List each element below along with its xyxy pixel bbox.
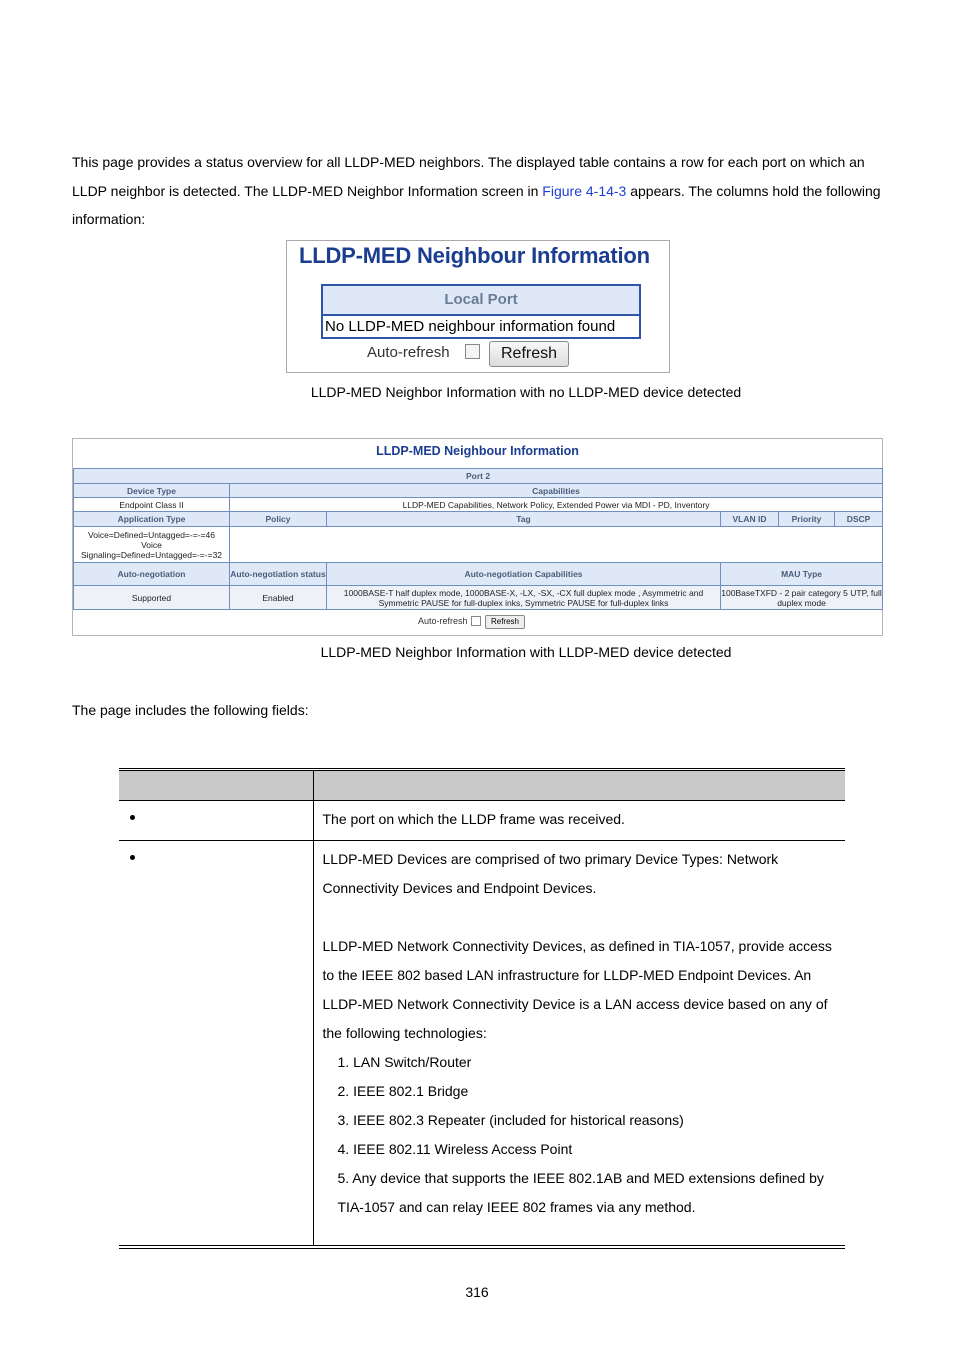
refresh-button[interactable]: Refresh [485,615,525,629]
policy-header: Policy [230,512,327,527]
figure-link[interactable]: Figure 4-14-3 [542,182,627,199]
figure1-table [321,284,641,339]
auto-refresh-checkbox[interactable] [465,344,480,359]
neighbour-table [73,468,883,610]
list-item: 3. IEEE 802.3 Repeater (included for historical reasons) [337,1112,684,1128]
description-header [313,770,845,801]
application-type-line: Signaling=Defined=Untagged=-=-=32 [80,549,223,560]
list-item: 1. LAN Switch/Router [337,1054,472,1070]
fields-table [119,768,845,1249]
figure2-caption: LLDP-MED Neighbor Information with LLDP-MED device detected [320,644,732,660]
autoneg-status-cell: Enabled [230,586,327,610]
intro-text: This page provides a status overview for all LLDP-MED neighbors. The displayed table contains a row for each port on which an LLDP neighbor is detected. The LLDP-MED Neighbor Information screen in [72,154,865,199]
autoneg-header: Auto-negotiation [74,563,230,586]
application-type-header: Application Type [74,512,230,527]
figure-no-device [286,240,670,373]
network-connectivity-paragraph: LLDP-MED Network Connectivity Devices, as defined in TIA-1057, provide access to the IEEE 802 based LAN infrastructure for LLDP-MED Endpoint Devices. An LLDP-MED Network Connectivity Device is a LAN access device based on any of the following technologies: [322,938,832,1041]
bullet-icon [130,815,135,820]
port-header: Port 2 [74,469,883,484]
capabilities-header: Capabilities [230,484,883,498]
policy-empty-cell [230,527,883,563]
figure2-title: LLDP-MED Neighbour Information [376,444,579,458]
intro-paragraph [72,148,892,234]
autoneg-status-header: Auto-negotiation status [230,563,327,586]
autoneg-capabilities-header: Auto-negotiation Capabilities [327,563,721,586]
auto-refresh-label: Auto-refresh [418,616,468,626]
field-name-cell [119,801,313,841]
figure1-title: LLDP-MED Neighbour Information [299,243,650,268]
local-port-header: Local Port [323,286,639,316]
priority-header: Priority [779,512,835,527]
application-type-line: Voice [141,539,162,550]
refresh-button[interactable]: Refresh [489,341,569,367]
empty-message: No LLDP-MED neighbour information found [325,318,616,335]
autoneg-cell: Supported [74,586,230,610]
field-description-cell [313,841,845,1248]
mau-type-header: MAU Type [721,563,883,586]
dscp-header: DSCP [835,512,883,527]
autoneg-capabilities-cell: 1000BASE-T half duplex mode, 1000BASE-X, -LX, -SX, -CX full duplex mode , Asymmetric and Symmetric PAUSE for full-duplex inks, Symmetric PAUSE for full-duplex links [327,586,721,610]
mau-type-cell: 100BaseTXFD - 2 pair category 5 UTP, full duplex mode [721,587,882,608]
capabilities-cell: LLDP-MED Capabilities, Network Policy, Extended Power via MDI - PD, Inventory [230,498,883,512]
figure1-caption: LLDP-MED Neighbor Information with no LLDP-MED device detected [310,384,742,400]
auto-refresh-label: Auto-refresh [367,344,450,361]
intro-text-end: appears. The columns hold the following information: [72,182,881,227]
tag-header: Tag [327,512,721,527]
page-number: 316 [465,1284,489,1300]
row1-description: The port on which the LLDP frame was received. [322,811,625,827]
object-header [119,770,313,801]
field-name-cell [119,841,313,1248]
application-type-cell [74,527,230,563]
field-description-cell [313,801,845,841]
list-item: 4. IEEE 802.11 Wireless Access Point [337,1141,573,1157]
fields-intro: The page includes the following fields: [72,702,309,718]
device-type-cell: Endpoint Class II [74,498,230,512]
auto-refresh-checkbox[interactable] [471,616,481,626]
list-item: 5. Any device that supports the IEEE 802.1AB and MED extensions defined by TIA-1057 and can relay IEEE 802 frames via any method. [337,1170,824,1215]
figure-device-detected [72,438,883,636]
vlan-id-header: VLAN ID [721,512,779,527]
device-type-header: Device Type [74,484,230,498]
device-type-paragraph: LLDP-MED Devices are comprised of two primary Device Types: Network Connectivity Devices and Endpoint Devices. [322,851,779,896]
application-type-line: Voice=Defined=Untagged=-=-=46 [88,529,215,540]
list-item: 2. IEEE 802.1 Bridge [337,1083,469,1099]
bullet-icon [130,855,135,860]
